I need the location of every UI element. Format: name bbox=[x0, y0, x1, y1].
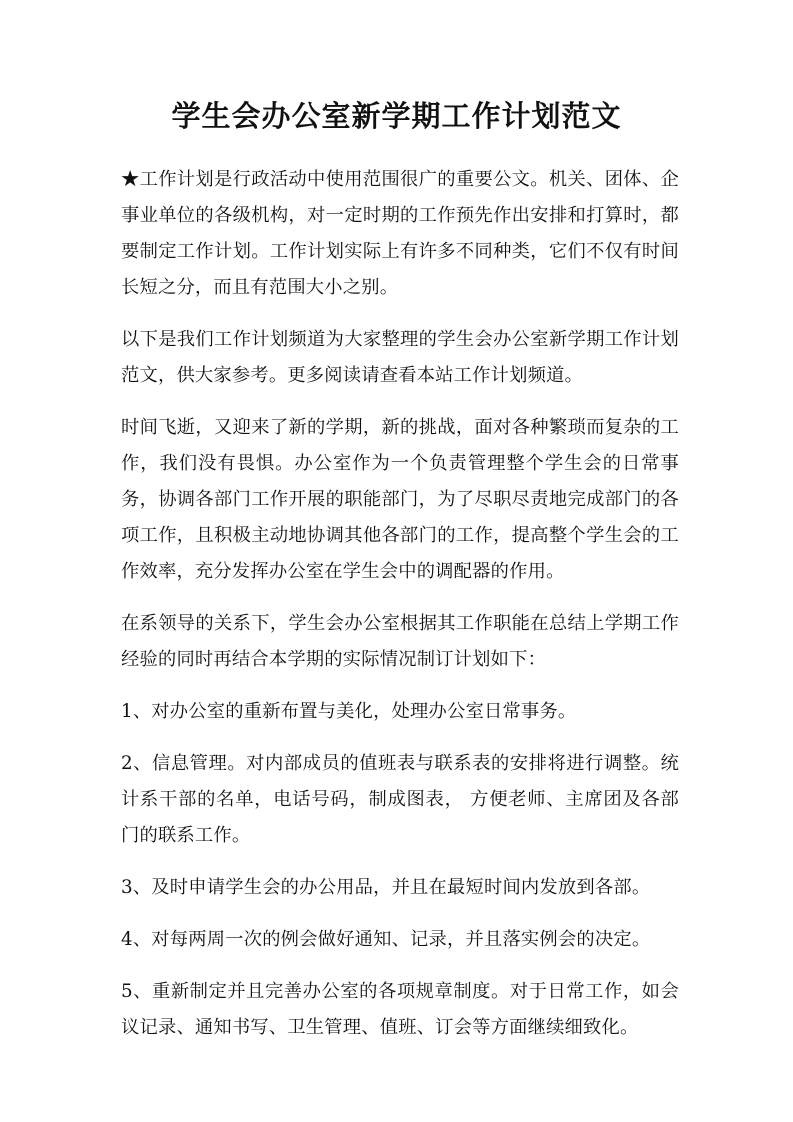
paragraph-item-1: 1、对办公室的重新布置与美化，处理办公室日常事务。 bbox=[121, 701, 577, 722]
paragraph-channel-note: 以下是我们工作计划频道为大家整理的学生会办公室新学期工作计划范文，供大家参考。更多阅读请查看本站工作计划频道。 bbox=[121, 329, 679, 386]
paragraph-item-5: 5、重新制定并且完善办公室的各项规章制度。对于日常工作，如会议记录、通知书写、卫生管理、值班、订会等方面继续细致化。 bbox=[121, 981, 679, 1038]
paragraph-item-3: 3、及时申请学生会的办公用品，并且在最短时间内发放到各部。 bbox=[121, 877, 651, 898]
paragraph-plan-lead: 在系领导的关系下，学生会办公室根据其工作职能在总结上学期工作经验的同时再结合本学期的实际情况制订计划如下： bbox=[121, 613, 679, 670]
paragraph-item-2: 2、信息管理。对内部成员的值班表与联系表的安排将进行调整。统计系干部的名单，电话号码，制成图表， 方便老师、主席团及各部门的联系工作。 bbox=[121, 753, 679, 846]
paragraph-item-4: 4、对每两周一次的例会做好通知、记录，并且落实例会的决定。 bbox=[121, 929, 651, 950]
document-body bbox=[121, 162, 679, 1062]
paragraph-background: 时间飞逝，又迎来了新的学期，新的挑战，面对各种繁琐而复杂的工作，我们没有畏惧。办公室作为一个负责管理整个学生会的日常事务，协调各部门工作开展的职能部门，为了尽职尽责地完成部门的各项工作，且积极主动地协调其他各部门的工作，提高整个学生会的工作效率，充分发挥办公室在学生会中的调配器的作用。 bbox=[121, 417, 679, 582]
document-title: 学生会办公室新学期工作计划范文 bbox=[171, 99, 622, 133]
paragraph-intro: ★工作计划是行政活动中使用范围很广的重要公文。机关、团体、企事业单位的各级机构，对一定时期的工作预先作出安排和打算时，都要制定工作计划。工作计划实际上有许多不同种类，它们不仅有时间长短之分，而且有范围大小之别。 bbox=[121, 169, 679, 298]
